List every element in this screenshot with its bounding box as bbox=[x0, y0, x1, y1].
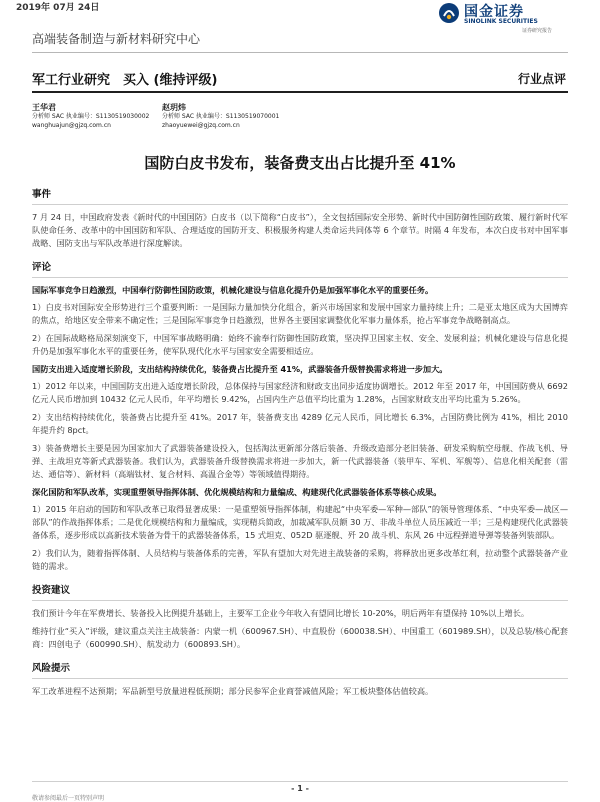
section-rule bbox=[32, 204, 568, 205]
logo-en-text: SINOLINK SECURITIES bbox=[464, 18, 538, 25]
footer-divider bbox=[32, 781, 568, 782]
section-heading-risk: 风险提示 bbox=[32, 663, 71, 674]
author-name: 王华君 bbox=[32, 103, 56, 112]
author-email: wanghuajun@gjzq.com.cn bbox=[32, 122, 111, 129]
comment-subheading-3: 深化国防和军队改革，实现重塑领导指挥体制、优化规模结构和力量编成、构建现代化武器装备体系等核心成果。 bbox=[32, 487, 442, 497]
author-license: 分析师 SAC 执业编号：S1130519070001 bbox=[162, 113, 280, 120]
author-1 bbox=[32, 103, 149, 130]
report-body bbox=[32, 186, 568, 703]
section-rule bbox=[32, 277, 568, 278]
comment-paragraph: 1）2015 年启动的国防和军队改革已取得显著成果：一是重塑领导指挥体制，构建起“中央军委—军种—部队”的领导管理体系、“中央军委—战区—部队”的作战指挥体系；二是优化规模结构和力量编成，实现精兵简政，加裁减军队员额 30 万、非战斗单位人员压减近一半；三是构建现代化武器装备体系，逐步形成以高新技术装备为骨干的武器装备体系，15 式坦克、052D 驱逐舰、歼 20 战斗机、东风 26 中远程弹道导弹等装备列装部队。 bbox=[32, 504, 568, 540]
report-type-divider bbox=[32, 91, 568, 93]
author-2 bbox=[162, 103, 279, 130]
report-type: 军工行业研究 买入 (维持评级) bbox=[32, 73, 218, 88]
logo-cn-text: 国金证券 bbox=[464, 4, 524, 20]
author-license: 分析师 SAC 执业编号：S1130519030002 bbox=[32, 113, 150, 120]
page-number: - 1 - bbox=[291, 784, 309, 793]
comment-paragraph: 1）白皮书对国际安全形势进行三个重要判断：一是国际力量加快分化组合，新兴市场国家和发展中国家力量持续上升；二是亚太地区成为大国博弈的焦点，给地区安全带来不确定性；三是国际军事竞争日趋激烈，世界各主要国家调整优化军事力量体系，抢占军事竞争战略制高点。 bbox=[32, 302, 568, 325]
section-rule bbox=[32, 600, 568, 601]
section-heading-event: 事件 bbox=[32, 189, 52, 200]
author-email: zhaoyuewei@gjzq.com.cn bbox=[162, 122, 240, 129]
comment-subheading-1: 国际军事竞争日趋激烈，中国奉行防御性国防政策，机械化建设与信息化提升仍是加强军事化水平的重要任务。 bbox=[32, 285, 434, 295]
section-rule bbox=[32, 678, 568, 679]
report-title: 国防白皮书发布，装备费支出占比提升至 41% bbox=[144, 154, 456, 172]
sinolink-logo-icon bbox=[438, 2, 460, 24]
advice-paragraph: 我们预计今年在军费增长、装备投入比例提升基础上，主要军工企业今年收入有望同比增长 10-20%，明后两年有望保持 10%以上增长。 bbox=[32, 608, 530, 618]
comment-paragraph: 3）装备费增长主要是因为国家加大了武器装备建设投入，包括淘汰更新部分落后装备、升级改造部分老旧装备、研发采购航空母舰、作战飞机、导弹、主战坦克等新式武器装备。我们认为，武器装备升级替换需求将进一步加大，新一代武器装备（装甲车、军机、军舰等）、信息化相关配套（雷达、通信等）、新材料（高端钛材、复合材料、高温合金等）等领域值得期待。 bbox=[32, 443, 568, 479]
section-heading-advice: 投资建议 bbox=[32, 585, 71, 596]
section-heading-comment: 评论 bbox=[32, 262, 52, 273]
footer-disclaimer: 敬请参阅最后一页特别声明 bbox=[32, 795, 105, 802]
report-date: 2019年 07月 24日 bbox=[16, 3, 100, 13]
advice-paragraph: 维持行业“买入”评级，建议重点关注主战装备：内蒙一机（600967.SH）、中直股份（600038.SH）、中国重工（601989.SH），以及总装/核心配套商：四创电子（600990.SH）、航发动力（600893.SH）。 bbox=[32, 626, 568, 649]
comment-paragraph: 2）我们认为，随着指挥体制、人员结构与装备体系的完善，军队有望加大对先进主战装备的采购，将释放出更多改革红利，拉动整个武器装备产业链的需求。 bbox=[32, 548, 568, 571]
comment-paragraph: 2）支出结构持续优化，装备费占比提升至 41%。2017 年，装备费支出 4289 亿元人民币，同比增长 6.3%，占国防费比例为 41%，相比 2010 年提升约 8pct。 bbox=[32, 412, 568, 435]
event-paragraph: 7 月 24 日，中国政府发表《新时代的中国国防》白皮书（以下简称“白皮书”），全文包括国际安全形势、新时代中国防御性国防政策、履行新时代军队使命任务、改革中的中国国防和军队、合理适度的国防开支、积极服务构建人类命运共同体等 6 个章节。时隔 4 年发布，本次白皮书对中国军事战略、国防支出与军队改革进行深度解读。 bbox=[32, 212, 568, 248]
report-tag: 行业点评 bbox=[517, 72, 566, 86]
comment-subheading-2: 国防支出进入适度增长阶段，支出结构持续优化，装备费占比提升至 41%，武器装备升级替换需求将进一步加大。 bbox=[32, 364, 448, 374]
header-divider bbox=[32, 52, 568, 53]
company-logo bbox=[438, 0, 578, 36]
author-name: 赵玥炜 bbox=[162, 103, 186, 112]
risk-paragraph: 军工改革进程不达预期；军品新型号放量进程低预期；部分民参军企业商誉减值风险；军工板块整体估值较高。 bbox=[32, 686, 434, 696]
comment-paragraph: 2）在国际战略格局深刻演变下，中国军事战略明确：始终不渝奉行防御性国防政策，坚决捍卫国家主权、安全、发展利益；机械化建设与信息化提升仍是加强军事化水平的重要任务，使军队现代化水平与国家安全需要相适应。 bbox=[32, 333, 568, 356]
research-center: 高端装备制造与新材料研究中心 bbox=[32, 32, 201, 46]
comment-paragraph: 1）2012 年以来，中国国防支出进入适度增长阶段，总体保持与国家经济和财政支出同步适度协调增长。2012 年至 2017 年，中国国防费从 6692 亿元人民币增加到 10432 亿元人民币，年平均增长 9.42%，占国内生产总值平均比重为 1.28%，占国家财政支出平均比重为 5.26%。 bbox=[32, 381, 568, 404]
logo-sub-text: 证券研究报告 bbox=[522, 28, 553, 34]
